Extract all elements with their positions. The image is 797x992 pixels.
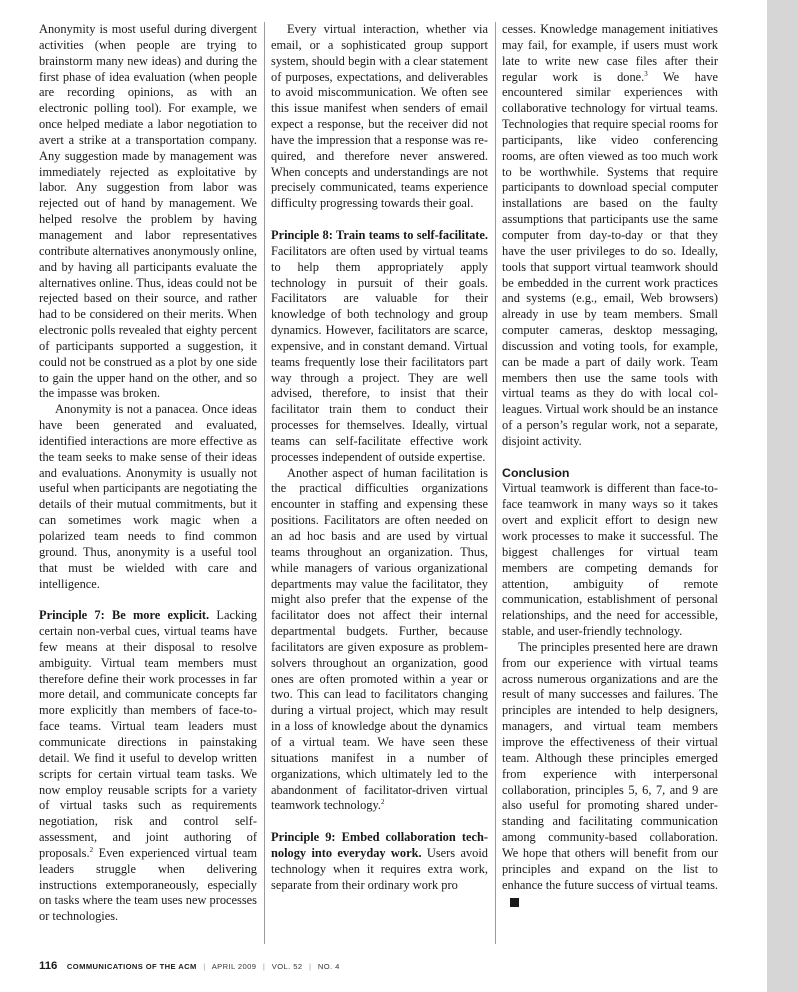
paragraph-virtual-interaction: Every virtual interaction, whether via email, or a sophisticated group support system, should begin with a clear statement of purposes, expectations, and deliverables to avoid miscommunication. We often see this issue manifest when senders of email expect a response, but the receiver did not have the impression that a response was required, and therefore never answered. When concepts and understandings are not precisely communicated, teams experience difficulty progressing towards their goal. [271, 22, 488, 211]
principle-8 [271, 228, 488, 466]
paragraph-anonymity-panacea: Anonymity is not a panacea. Once ideas have been generated and evaluated, identified interactions are more effective as the team seeks to make sense of their ideas and evaluations. Anonymity is usually not useful when participants are negotiating the details of their mutual commitments, but it can sometimes work magic when a polarized team needs to find common ground. Thus, anonymity is a useful tool that must be wielded with care and intelligence. [39, 402, 257, 591]
principle-7-body-b: Even experienced virtual team leaders struggle when delivering instructions extemporaneously, especially on tasks where the team uses new processes or technologies. [39, 845, 257, 924]
paragraph-knowledge-management [502, 22, 718, 450]
principle-9-title: Principle 9: Embed collaboration technology into everyday work. [271, 830, 488, 860]
paragraph-anonymity-usage: Anonymity is most useful during divergent activities (when people are trying to brainstorm many new ideas) and during the first phase of idea evaluation (when people are recording opinions, as with an electronic polling tool). For example, we once helped mediate a labor negotiation to avert a strike at a transportation company. Any suggestion made by management was immediately rejected as exploitative by labor. Any suggestion from labor was rejected out of hand by management. We helped resolve the problem by having management and labor representatives contribute alternatives anonymously online, and by having all participants evaluate the alternatives online. Thus, ideas could not be rejected based on their source, and rather had to be considered on their merits. When electronic polls revealed that eighty percent of participants supported a suggestion, it could not be construed as a plot by one side to gain the upper hand on the other, and so the impasse was broken. [39, 22, 257, 401]
footer-separator: | [262, 962, 266, 971]
page-footer [39, 960, 340, 972]
issue-number: NO. 4 [317, 962, 340, 971]
page-number: 116 [39, 960, 58, 972]
principle-8-title: Principle 8: Train teams to self-facilitate. [271, 227, 488, 242]
paragraph-conclusion-1: Virtual teamwork is different than face-to-face teamwork in many ways so it takes overt and explicit effort to design new work processes to make it successful. The biggest challenges for virtual team members are competing demands for attention, ambiguity of remote communication, establishment of personal relationships, and the need for accessible, stable, and user-friendly technology. [502, 481, 718, 639]
footer-separator: | [308, 962, 312, 971]
facilitation-text: Another aspect of human facilitation is the practical difficulties organizations encounter in staffing and expensing these positions. Facilitators are often needed on an ad hoc basis and are used by virtual teams throughout an organization. Thus, while managers of various organizational departments may value the facilitator, they might also prefer that the expense of the facilitator does not affect their internal departmental budgets. Further, because facilitators are given exposure as problem-solvers throughout an organization, good ones are often promoted within a year or two. This can lead to facilitators changing during a virtual project, which may result in a loss of knowledge about the dynamics of a virtual team. We have seen these situations manifest in a number of organizations, which ultimately led to the abandonment of facilitator-driven virtual teamwork technology. [271, 465, 488, 813]
magazine-name: COMMUNICATIONS OF THE ACM [66, 962, 197, 971]
scrollbar-track[interactable] [767, 0, 797, 992]
principle-9-body: Users avoid technology when it requires extra work, separate from their ordinary work pro [271, 845, 488, 892]
paragraph-facilitation-difficulties [271, 466, 488, 815]
column-divider [264, 22, 265, 944]
footer-separator: | [203, 962, 206, 971]
principle-9 [271, 830, 488, 893]
footnote-ref[interactable]: 3 [644, 69, 648, 78]
column-divider [495, 22, 496, 944]
footnote-ref[interactable]: 2 [89, 845, 94, 854]
column-1 [39, 22, 257, 925]
end-mark-icon: C [510, 898, 519, 907]
principle-7 [39, 608, 257, 925]
column-2 [271, 22, 488, 893]
km-text-a: cesses. Knowledge management initiatives may fail, for example, if users must work late to write new case files after their regular work is done. [502, 22, 718, 84]
km-text-b: We have encountered similar experiences with collaborative technology for virtual teams. Technologies that require special rooms for participants, like video conferencing rooms, are often viewed as too much work to be worthwhile. Systems that require participants to download special computer installations are based on the faulty assumptions that participants use the same computer from day-to-day or that they have the user privileges to do so. Ideally, tools that support virtual teamwork should be embedded in the current work practices and systems (e.g., email, Web browsers) already in use by team members. Small computer cameras, desktop messaging, discussion and voting tools, for example, can be made a part of daily work. Team members then use the same tools with virtual teams as they do with local colleagues. Virtual work should be an instance of a person’s regular work, not a separate, disjoint activity. [502, 69, 718, 448]
principle-7-title: Principle 7: Be more explicit. [39, 608, 210, 623]
principle-8-body: Facilitators are often used by virtual teams to help them appropriately apply technology in pursuit of their goals. Facilitators are valuable for their knowledge of both technology and group dynamics. However, facilitators are scarce, expensive, and in constant demand. Virtual teams frequently lose their facilitators part way through a project. They are well advised, therefore, to insist that their facilitator train them to conduct their processes for themselves. Ideally, virtual teams can self-facilitate effective work processes independent of outside expertise. [271, 243, 488, 464]
issue-volume: VOL. 52 [271, 962, 303, 971]
principle-7-body-a: Lacking certain non-verbal cues, virtual teams have few means at their disposal to resolve ambiguity. Virtual team members must therefore define their work processes in far more detail, and communicate concepts far more explicitly than members of face-to-face teams. Virtual team leaders must communicate directions in painstaking detail. We find it useful to develop written scripts for certain virtual team tasks. We now employ reusable scripts for a variety of virtual tasks such as requirements negotiation, risk and control self-assessment, and joint authoring of proposals. [39, 608, 257, 860]
issue-date: APRIL 2009 [211, 962, 257, 971]
column-3 [502, 22, 718, 909]
paragraph-conclusion-2 [502, 640, 718, 909]
footnote-ref[interactable]: 2 [381, 798, 385, 807]
section-heading-conclusion: Conclusion [502, 465, 570, 480]
conclusion-2-text: The principles presented here are drawn from our experience with virtual teams across numerous organizations and are the result of many successes and failures. The principles are intended to help designers, managers, and virtual team members improve the effectiveness of their virtual team. Although these principles emerged from experience with interpersonal collaboration, principles 5, 6, 7, and 9 are also useful for promoting shared understanding and facilitating communication among community-based collaboration. We hope that others will benefit from our principles and expand on the list to enhance the future success of virtual teams. [502, 639, 718, 892]
